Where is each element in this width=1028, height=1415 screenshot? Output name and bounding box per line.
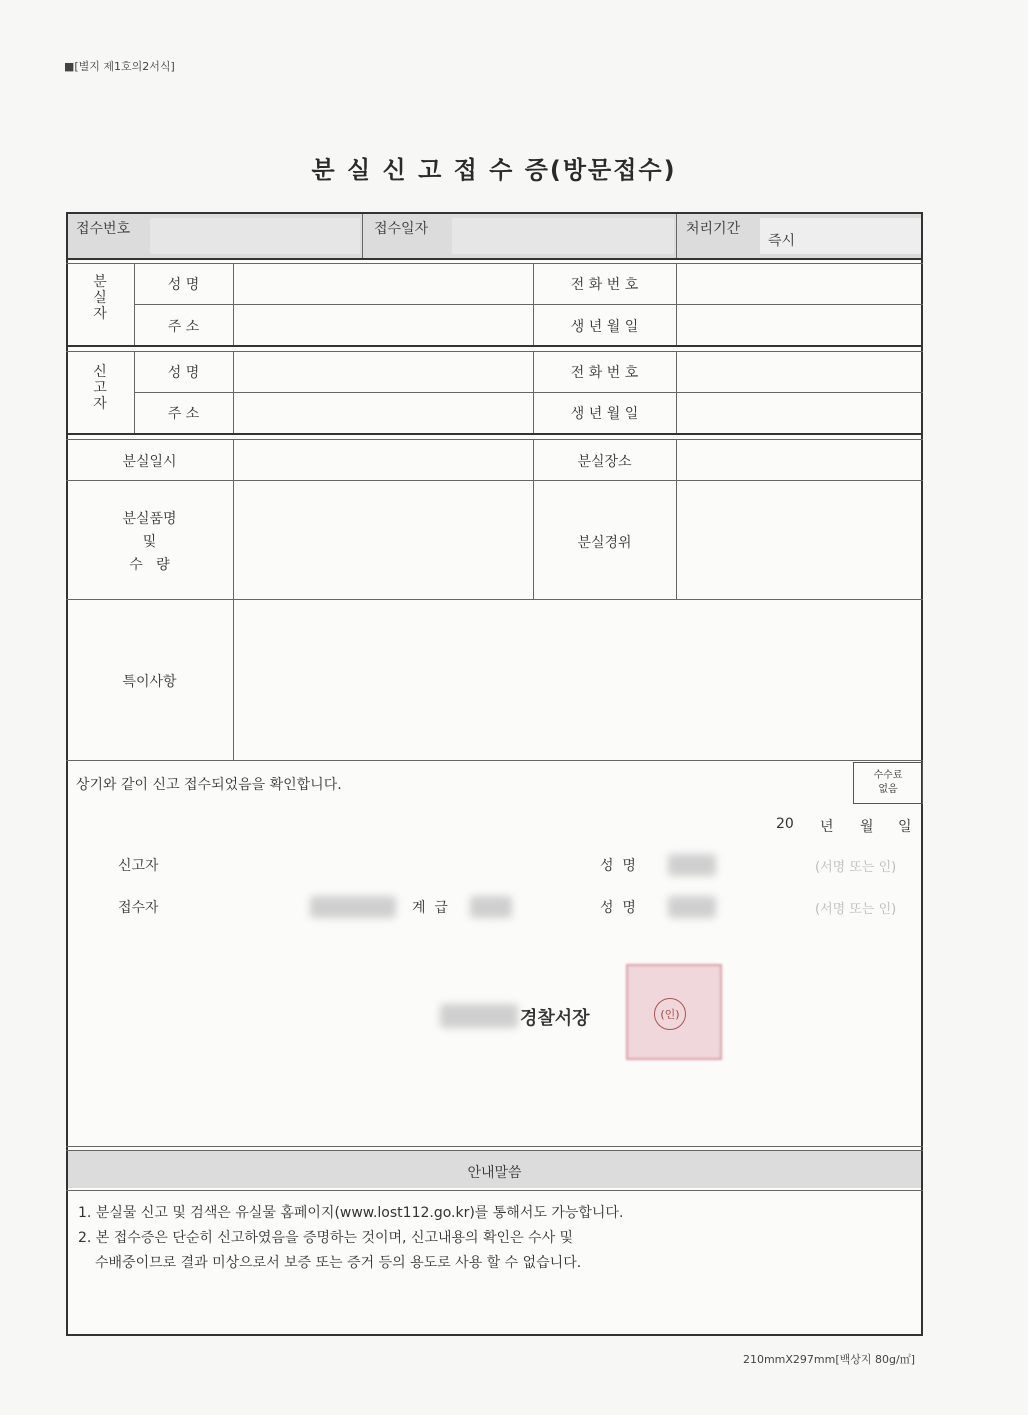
- guide-line-3: 수배중이므로 결과 미상으로서 보증 또는 증거 등의 용도로 사용 할 수 없습니다.: [95, 1255, 582, 1271]
- sign-reporter-label: 신고자: [118, 858, 159, 874]
- receiver-name-redacted: [668, 896, 716, 918]
- processing-value: 즉시: [768, 233, 796, 249]
- remarks-label: 특이사항: [122, 674, 177, 690]
- receiver-office-redacted: [310, 896, 396, 918]
- reporter-name-redacted: [668, 854, 716, 876]
- loss-datetime-label: 분실일시: [122, 454, 177, 470]
- date-day: 일: [898, 819, 912, 835]
- document-title: 분 실 신 고 접 수 증(방문접수): [311, 156, 677, 184]
- loser-name-label: 성 명: [167, 277, 200, 293]
- reporter-sign-name-label: 성 명: [600, 858, 636, 874]
- reporter-address-label: 주 소: [167, 406, 200, 422]
- receipt-no-label: 접수번호: [76, 221, 131, 237]
- loser-birth-label: 생 년 월 일: [570, 319, 639, 335]
- station-name-redacted: [440, 1004, 518, 1028]
- receipt-no-field[interactable]: [150, 218, 360, 254]
- loss-circumstance-label: 분실경위: [577, 535, 632, 551]
- seal-mark: (인): [654, 998, 686, 1030]
- guide-heading: 안내말씀: [467, 1165, 522, 1181]
- reporter-name-label: 성 명: [167, 365, 200, 381]
- fee-line1: 수수료: [873, 770, 903, 781]
- form-code: ■[별지 제1호의2서식]: [64, 60, 175, 73]
- loser-address-label: 주 소: [167, 319, 200, 335]
- receiver-grade-redacted: [470, 896, 512, 918]
- receipt-date-field[interactable]: [452, 218, 674, 254]
- confirm-text: 상기와 같이 신고 접수되었음을 확인합니다.: [76, 777, 342, 793]
- receiver-sign-hint: (서명 또는 인): [815, 902, 897, 917]
- processing-label: 처리기간: [686, 221, 741, 237]
- police-chief-title: 경찰서장: [520, 1008, 590, 1029]
- receipt-date-label: 접수일자: [374, 221, 429, 237]
- loser-phone-label: 전 화 번 호: [570, 277, 639, 293]
- reporter-sign-hint: (서명 또는 인): [815, 860, 897, 875]
- fee-box: [853, 762, 923, 804]
- paper-spec: 210mmX297mm[백상지 80g/㎡]: [742, 1353, 915, 1366]
- reporter-birth-label: 생 년 월 일: [570, 406, 639, 422]
- loss-place-label: 분실장소: [577, 454, 632, 470]
- date-20: 20: [776, 816, 794, 832]
- date-month: 월: [860, 819, 874, 835]
- loss-item-label-1: 분실품명: [122, 511, 177, 527]
- fee-line2: 없음: [878, 784, 898, 795]
- guide-line-2: 2. 본 접수증은 단순히 신고하였음을 증명하는 것이며, 신고내용의 확인은 수사 및: [78, 1230, 574, 1246]
- date-year: 년: [820, 819, 834, 835]
- loser-section-label: 분실자: [93, 274, 107, 322]
- reporter-section-label: 신고자: [93, 364, 107, 412]
- reporter-phone-label: 전 화 번 호: [570, 365, 639, 381]
- receiver-grade-label: 계 급: [412, 900, 448, 916]
- loss-item-label-2: 및: [142, 534, 157, 550]
- loss-item-label-3: 수 량: [129, 557, 170, 573]
- receiver-sign-name-label: 성 명: [600, 900, 636, 916]
- sign-receiver-label: 접수자: [118, 900, 159, 916]
- guide-line-1: 1. 분실물 신고 및 검색은 유실물 홈페이지(www.lost112.go.kr)를 통해서도 가능합니다.: [78, 1205, 624, 1221]
